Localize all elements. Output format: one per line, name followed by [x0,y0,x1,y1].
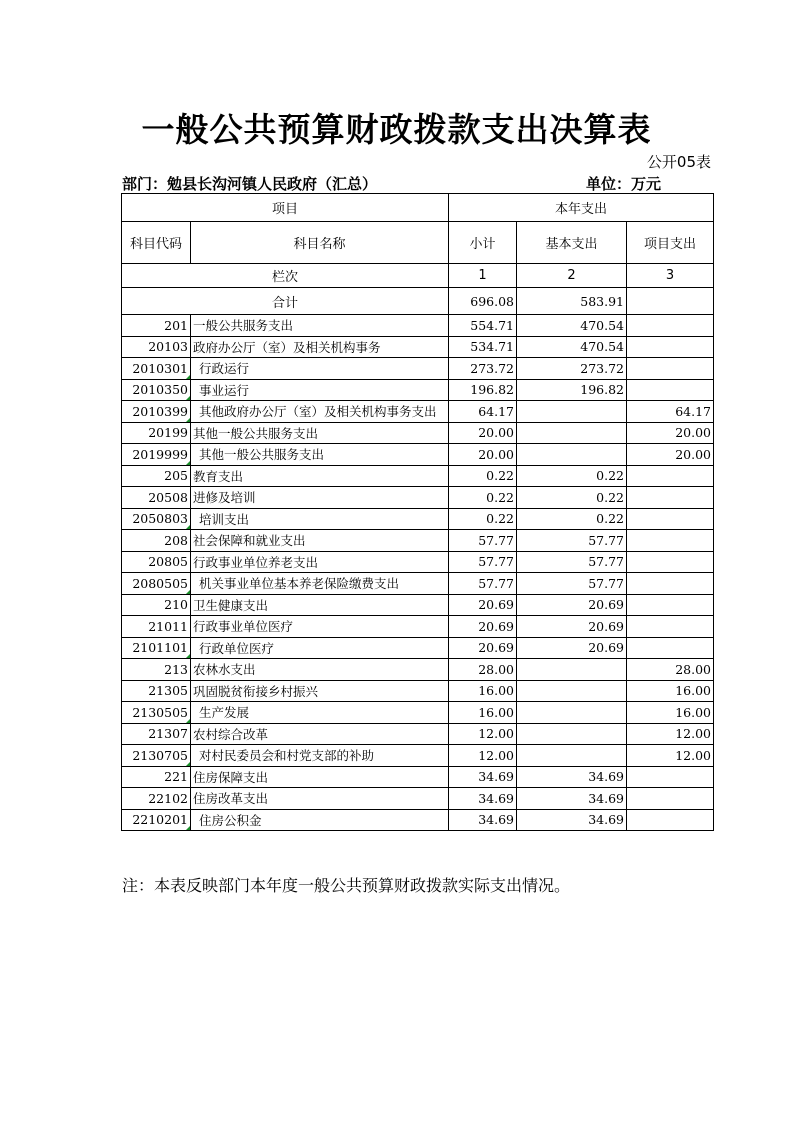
row-basic [517,465,627,487]
header-name: 科目名称 [191,222,449,264]
row-project-text: 16.00 [675,683,711,699]
row-project-text: 64.17 [675,403,711,419]
row-code [122,401,191,423]
row-code [122,788,191,810]
table-row [122,315,714,337]
total-subtotal: 696.08 [449,288,517,315]
header-current-year-exp: 本年支出 [449,194,714,222]
row-code-text: 2010350 [132,382,188,398]
row-project-text: 16.00 [675,704,711,720]
row-code [122,680,191,702]
row-subtotal-text: 57.77 [478,532,514,548]
row-code [122,723,191,745]
row-code-text: 21011 [148,618,188,634]
row-basic [517,336,627,358]
row-basic-text: 470.54 [580,339,624,355]
row-basic [517,444,627,466]
row-basic [517,401,627,423]
table-row [122,487,714,509]
header-row-2 [122,222,714,264]
row-code-text: 22102 [148,790,188,806]
row-name-text: 其他政府办公厅（室）及相关机构事务支出 [199,404,437,420]
table-row [122,508,714,530]
row-name-text: 教育支出 [193,468,244,484]
column-no-3: 3 [627,264,714,288]
row-name [191,680,449,702]
row-subtotal-text: 34.69 [478,790,514,806]
row-subtotal [449,401,517,423]
row-subtotal [449,745,517,767]
row-subtotal [449,508,517,530]
form-number: 公开05表 [646,153,711,171]
row-project [627,444,714,466]
row-code-text: 20805 [148,554,188,570]
row-name [191,508,449,530]
table-row [122,594,714,616]
header-basic: 基本支出 [517,222,627,264]
header-row-column-no [122,264,714,288]
row-subtotal-text: 20.00 [478,425,514,441]
table-row [122,358,714,380]
row-basic [517,616,627,638]
row-subtotal-text: 554.71 [470,317,514,333]
table-row [122,616,714,638]
row-project [627,336,714,358]
row-name [191,766,449,788]
row-subtotal-text: 273.72 [470,360,514,376]
row-name-text: 事业运行 [199,382,250,398]
row-basic-text: 34.69 [588,790,624,806]
row-subtotal-text: 28.00 [478,661,514,677]
row-basic [517,809,627,831]
row-name [191,616,449,638]
row-basic-text: 273.72 [580,360,624,376]
row-code [122,594,191,616]
row-basic [517,788,627,810]
row-name [191,788,449,810]
page-title: 一般公共预算财政拨款支出决算表 [141,110,652,149]
row-name-text: 住房公积金 [199,812,262,828]
row-code [122,379,191,401]
row-subtotal [449,465,517,487]
row-name [191,745,449,767]
row-subtotal-text: 534.71 [470,339,514,355]
row-code-text: 205 [164,468,188,484]
row-subtotal-text: 0.22 [486,468,514,484]
row-basic [517,723,627,745]
row-code-text: 208 [164,532,188,548]
unit-label: 单位：万元 [586,175,662,193]
row-project-text: 12.00 [675,747,711,763]
row-name [191,465,449,487]
row-name [191,487,449,509]
row-subtotal [449,573,517,595]
row-project [627,637,714,659]
table-row [122,809,714,831]
row-basic [517,745,627,767]
row-code [122,637,191,659]
row-name [191,637,449,659]
row-name [191,594,449,616]
row-code [122,422,191,444]
row-subtotal-text: 0.22 [486,511,514,527]
column-no-label: 栏次 [122,264,449,288]
row-name [191,809,449,831]
row-name [191,659,449,681]
row-project [627,766,714,788]
table-row [122,530,714,552]
row-code-text: 221 [164,769,188,785]
row-project [627,723,714,745]
row-subtotal [449,809,517,831]
row-basic-text: 196.82 [580,382,624,398]
row-project [627,465,714,487]
header-subtotal: 小计 [449,222,517,264]
header-row-1 [122,194,714,222]
row-code-text: 2130705 [132,747,188,763]
row-code-text: 20199 [148,425,188,441]
row-code [122,616,191,638]
row-project [627,809,714,831]
row-subtotal [449,358,517,380]
table-row [122,422,714,444]
row-subtotal-text: 34.69 [478,769,514,785]
row-name [191,379,449,401]
row-code-text: 2210201 [132,812,188,828]
row-code [122,809,191,831]
row-code [122,659,191,681]
row-basic [517,637,627,659]
row-project [627,401,714,423]
row-name-text: 对村民委员会和村党支部的补助 [199,748,375,764]
row-basic-text: 57.77 [588,554,624,570]
row-name [191,315,449,337]
row-code-text: 213 [164,661,188,677]
row-basic-text: 57.77 [588,575,624,591]
row-subtotal-text: 20.69 [478,640,514,656]
table-row [122,551,714,573]
row-basic-text: 57.77 [588,532,624,548]
column-no-2: 2 [517,264,627,288]
row-code [122,551,191,573]
row-basic-text: 20.69 [588,597,624,613]
row-project [627,379,714,401]
row-name [191,530,449,552]
row-subtotal [449,702,517,724]
row-code-text: 20103 [148,339,188,355]
row-name [191,444,449,466]
row-name [191,551,449,573]
row-code [122,745,191,767]
row-name-text: 社会保障和就业支出 [193,533,306,549]
row-name-text: 进修及培训 [193,490,256,506]
row-basic [517,379,627,401]
row-subtotal-text: 20.69 [478,618,514,634]
table-row [122,723,714,745]
row-basic-text: 20.69 [588,640,624,656]
row-subtotal-text: 0.22 [486,489,514,505]
total-label: 合计 [122,288,449,315]
row-subtotal-text: 64.17 [478,403,514,419]
row-subtotal [449,551,517,573]
row-name-text: 行政运行 [199,361,250,377]
row-basic-text: 0.22 [596,468,624,484]
row-name [191,401,449,423]
table-row [122,702,714,724]
row-name-text: 行政单位医疗 [199,640,275,656]
row-basic [517,508,627,530]
row-project [627,788,714,810]
row-name-text: 政府办公厅（室）及相关机构事务 [193,339,381,355]
row-code-text: 210 [164,597,188,613]
row-name-text: 卫生健康支出 [193,597,269,613]
row-subtotal [449,723,517,745]
table-row [122,401,714,423]
row-project [627,659,714,681]
row-code-text: 2130505 [132,704,188,720]
table-row [122,680,714,702]
row-project [627,616,714,638]
row-code-text: 2050803 [132,511,188,527]
column-no-1: 1 [449,264,517,288]
row-subtotal-text: 20.00 [478,446,514,462]
row-name-text: 一般公共服务支出 [193,318,294,334]
row-subtotal-text: 12.00 [478,726,514,742]
row-name-text: 住房改革支出 [193,791,269,807]
row-code [122,508,191,530]
row-basic [517,702,627,724]
row-code-text: 21305 [148,683,188,699]
department-label: 部门：勉县长沟河镇人民政府（汇总） [122,175,378,193]
row-subtotal [449,637,517,659]
row-basic [517,551,627,573]
table-row [122,573,714,595]
row-subtotal-text: 20.69 [478,597,514,613]
row-subtotal [449,336,517,358]
row-basic-text: 34.69 [588,812,624,828]
row-name-text: 农林水支出 [193,662,256,678]
row-name [191,422,449,444]
row-project [627,573,714,595]
row-basic [517,358,627,380]
row-code [122,530,191,552]
row-subtotal-text: 57.77 [478,575,514,591]
row-subtotal [449,487,517,509]
row-subtotal [449,530,517,552]
row-project [627,508,714,530]
row-name-text: 其他一般公共服务支出 [199,447,325,463]
row-name-text: 培训支出 [199,511,250,527]
row-code [122,702,191,724]
row-project [627,422,714,444]
row-basic-text: 34.69 [588,769,624,785]
row-basic-text: 20.69 [588,618,624,634]
row-name-text: 住房保障支出 [193,769,269,785]
row-subtotal [449,594,517,616]
row-code-text: 2080505 [132,575,188,591]
row-project [627,551,714,573]
row-code [122,444,191,466]
row-project [627,594,714,616]
row-name-text: 机关事业单位基本养老保险缴费支出 [199,576,400,592]
row-basic-text: 0.22 [596,511,624,527]
row-subtotal-text: 196.82 [470,382,514,398]
row-subtotal [449,659,517,681]
row-subtotal [449,444,517,466]
row-code [122,465,191,487]
row-code [122,487,191,509]
row-subtotal [449,315,517,337]
row-basic [517,487,627,509]
row-project [627,530,714,552]
row-code [122,573,191,595]
row-name [191,723,449,745]
row-project-text: 20.00 [675,446,711,462]
row-name-text: 其他一般公共服务支出 [193,425,319,441]
row-code-text: 21307 [148,726,188,742]
row-code [122,336,191,358]
row-code [122,358,191,380]
row-name-text: 行政事业单位医疗 [193,619,294,635]
row-project [627,745,714,767]
row-subtotal [449,680,517,702]
footnote: 注：本表反映部门本年度一般公共预算财政拨款实际支出情况。 [122,876,571,895]
row-subtotal-text: 12.00 [478,747,514,763]
total-basic: 583.91 [517,288,627,315]
table-row [122,788,714,810]
row-name [191,573,449,595]
row-name [191,358,449,380]
total-project [627,288,714,315]
row-name-text: 生产发展 [199,705,250,721]
row-basic [517,766,627,788]
row-project [627,315,714,337]
row-basic [517,680,627,702]
table-row [122,379,714,401]
row-basic [517,659,627,681]
row-name-text: 农村综合改革 [193,726,269,742]
row-name-text: 巩固脱贫衔接乡村振兴 [193,683,319,699]
row-name [191,702,449,724]
row-project [627,358,714,380]
row-subtotal-text: 16.00 [478,704,514,720]
row-subtotal [449,379,517,401]
row-basic-text: 470.54 [580,317,624,333]
row-code-text: 201 [164,317,188,333]
row-subtotal-text: 16.00 [478,683,514,699]
row-subtotal-text: 57.77 [478,554,514,570]
row-project-text: 28.00 [675,661,711,677]
row-project [627,487,714,509]
row-project-text: 12.00 [675,726,711,742]
row-project [627,680,714,702]
row-name [191,336,449,358]
row-code-text: 2010399 [132,403,188,419]
header-project: 项目支出 [627,222,714,264]
row-code [122,315,191,337]
row-subtotal [449,616,517,638]
row-project-text: 20.00 [675,425,711,441]
header-code: 科目代码 [122,222,191,264]
row-subtotal [449,766,517,788]
row-project [627,702,714,724]
table-row [122,336,714,358]
header-item: 项目 [122,194,449,222]
row-code-text: 2010301 [132,360,188,376]
table-row [122,637,714,659]
row-subtotal [449,422,517,444]
table-row [122,444,714,466]
row-basic [517,594,627,616]
row-code-text: 2019999 [132,446,188,462]
row-code-text: 20508 [148,489,188,505]
row-basic [517,573,627,595]
row-basic [517,422,627,444]
row-basic [517,530,627,552]
cell-marker-icon [185,825,191,831]
row-name-text: 行政事业单位养老支出 [193,554,319,570]
table-row [122,766,714,788]
row-subtotal [449,788,517,810]
expenditure-table [121,193,714,831]
table-row [122,745,714,767]
row-code-text: 2101101 [132,640,188,656]
row-code [122,766,191,788]
table-row [122,659,714,681]
row-basic [517,315,627,337]
row-basic-text: 0.22 [596,489,624,505]
table-row [122,465,714,487]
row-subtotal-text: 34.69 [478,812,514,828]
total-row [122,288,714,315]
